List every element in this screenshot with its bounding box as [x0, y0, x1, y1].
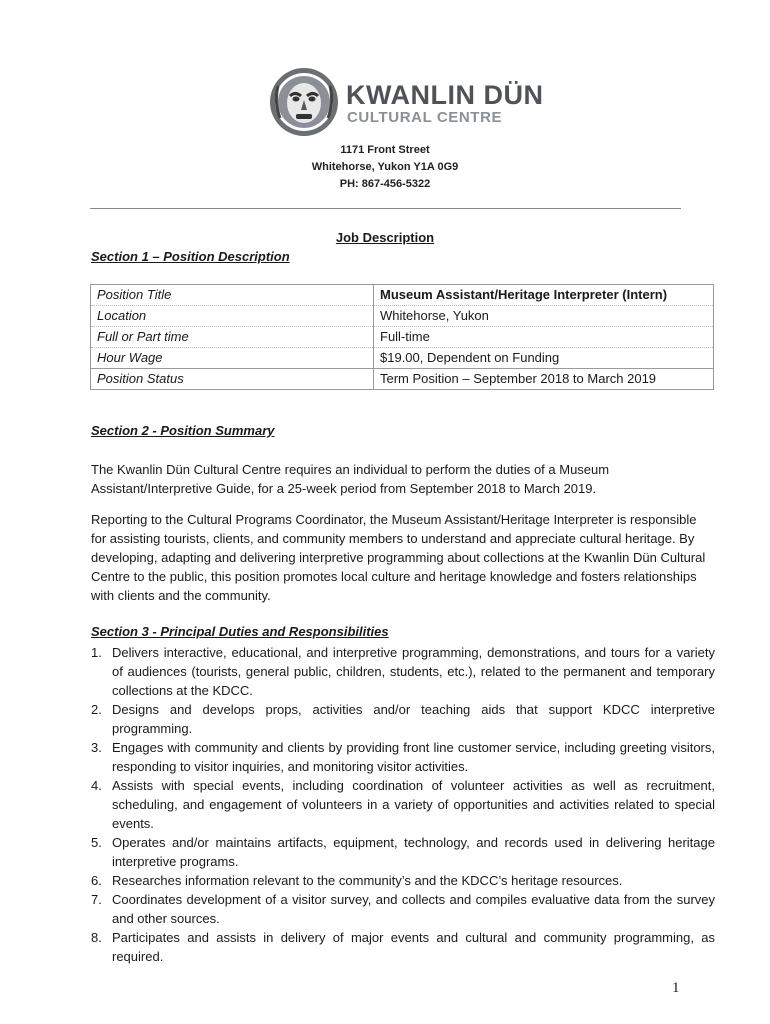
- list-item: [91, 871, 715, 890]
- list-item: [91, 833, 715, 871]
- list-item-text: Engages with community and clients by providing front line customer service, including greeting visitors, responding to visitor inquiries, and monitoring visitor activities.: [112, 740, 715, 774]
- list-item-number: 4.: [91, 778, 102, 793]
- address-phone: PH: 867-456-5322: [339, 178, 431, 190]
- list-item-number: 5.: [91, 835, 102, 850]
- list-item-text: Assists with special events, including coordination of volunteer activities as well as recruitment, scheduling, and engagement of volunteers in a variety of opportunities and activities related to special events.: [112, 778, 715, 831]
- position-description-table: [90, 284, 714, 390]
- section2-heading: Section 2 - Position Summary: [91, 423, 275, 438]
- table-label: Full or Part time: [91, 327, 374, 348]
- table-value: Museum Assistant/Heritage Interpreter (Intern): [374, 285, 714, 306]
- list-item: [91, 643, 715, 700]
- table-value: Full-time: [374, 327, 714, 348]
- header-divider: [90, 208, 681, 209]
- table-label: Hour Wage: [91, 348, 374, 369]
- summary-paragraph: The Kwanlin Dün Cultural Centre requires an individual to perform the duties of a Museum Assistant/Interpretive Guide, for a 25-week period from September 2018 to March 2019.: [91, 462, 610, 496]
- page-number: 1: [672, 980, 680, 996]
- list-item-text: Coordinates development of a visitor survey, and collects and compiles evaluative data from the survey and other sources.: [112, 892, 715, 926]
- list-item-number: 1.: [91, 645, 102, 660]
- address-city: Whitehorse, Yukon Y1A 0G9: [311, 161, 459, 173]
- list-item-number: 2.: [91, 702, 102, 717]
- logo-name-line1: KWANLIN DÜN: [346, 80, 544, 110]
- summary-paragraph: Reporting to the Cultural Programs Coordinator, the Museum Assistant/Heritage Interpreter is responsible for assisting tourists, clients, and community members to understand and appreciate cultural heritage. By developing, adapting and delivering interpretive programming about collections at the Kwanlin Dün Cultural Centre to the public, this position promotes local culture and heritage knowledge and fosters relationships with clients and the community.: [91, 512, 706, 603]
- table-label: Position Title: [91, 285, 374, 306]
- table-label: Position Status: [91, 369, 374, 390]
- logo-name-line2: CULTURAL CENTRE: [347, 109, 503, 126]
- table-row: [91, 306, 714, 327]
- list-item: [91, 890, 715, 928]
- list-item-text: Participates and assists in delivery of major events and cultural and community programming, as required.: [112, 930, 715, 964]
- table-row: [91, 348, 714, 369]
- table-row: [91, 285, 714, 306]
- list-item: [91, 738, 715, 776]
- organization-logo: [268, 66, 544, 138]
- list-item-number: 7.: [91, 892, 102, 907]
- table-row: [91, 369, 714, 390]
- table-value: Whitehorse, Yukon: [374, 306, 714, 327]
- list-item: [91, 776, 715, 833]
- list-item-number: 6.: [91, 873, 102, 888]
- section1-heading: Section 1 – Position Description: [91, 249, 290, 264]
- duties-list: [91, 643, 715, 966]
- address-street: 1171 Front Street: [340, 144, 430, 156]
- list-item: [91, 928, 715, 966]
- document-title: Job Description: [335, 230, 435, 245]
- table-label: Location: [91, 306, 374, 327]
- table-value: Term Position – September 2018 to March 2019: [374, 369, 714, 390]
- list-item-text: Operates and/or maintains artifacts, equipment, technology, and records used in delivering heritage interpretive programs.: [112, 835, 715, 869]
- list-item-text: Designs and develops props, activities and/or teaching aids that support KDCC interpretive programming.: [112, 702, 715, 736]
- address-block: [0, 142, 770, 193]
- list-item-text: Delivers interactive, educational, and interpretive programming, demonstrations, and tours for a variety of audiences (tourists, general public, children, students, etc.), related to the permanent and temporary collections at the KDCC.: [112, 645, 715, 698]
- list-item-number: 3.: [91, 740, 102, 755]
- table-value: $19.00, Dependent on Funding: [374, 348, 714, 369]
- carved-face-seal-icon: [268, 66, 340, 138]
- list-item: [91, 700, 715, 738]
- list-item-number: 8.: [91, 930, 102, 945]
- section3-heading: Section 3 - Principal Duties and Responsibilities: [91, 624, 389, 639]
- list-item-text: Researches information relevant to the community’s and the KDCC’s heritage resources.: [112, 873, 623, 888]
- table-row: [91, 327, 714, 348]
